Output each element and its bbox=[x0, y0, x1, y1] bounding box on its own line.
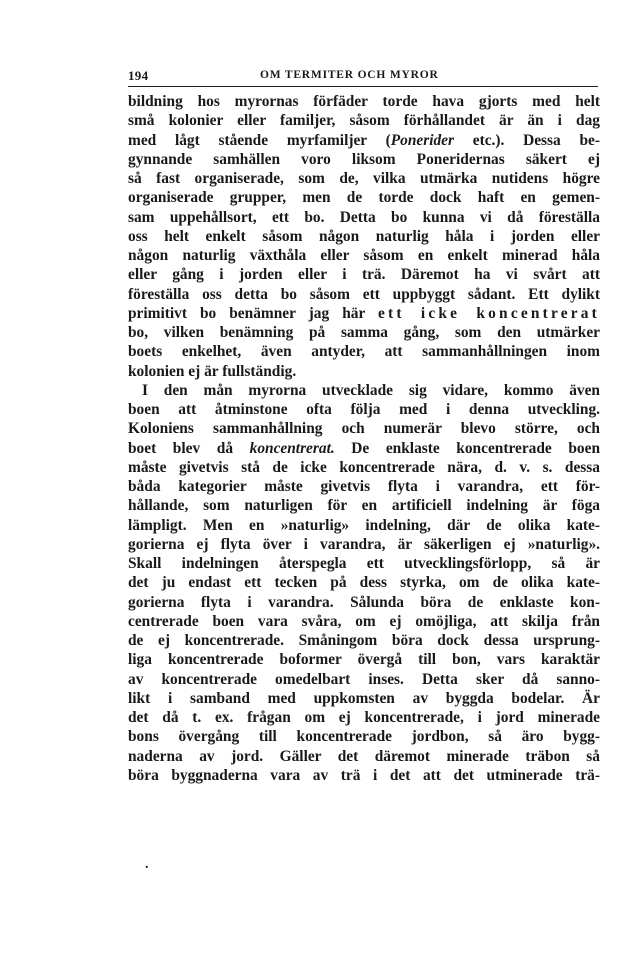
text-line: måste givetvis stå de icke koncentrerade nära, d. v. s. dessa bbox=[128, 458, 600, 476]
text-line: centrerade boen vara svåra, om ej omöjliga, att skilja från bbox=[128, 612, 600, 630]
text-line: det ju endast ett tecken på dess styrka, om de olika kate- bbox=[128, 574, 600, 592]
text-line: sam uppehållsort, ett bo. Detta bo kunna vi då föreställa bbox=[128, 208, 600, 226]
text-run: De enklaste koncentrerade boen bbox=[334, 439, 601, 457]
header-rule bbox=[128, 86, 598, 87]
text-run: primitivt bo benämner jag här bbox=[128, 304, 379, 322]
text-line: boen att åtminstone ofta följa med i denna utveckling. bbox=[128, 401, 600, 418]
body-text bbox=[128, 92, 600, 785]
text-line: båda kategorier måste givetvis flyta i varandra, ett för- bbox=[128, 478, 600, 495]
text-line: gynnande samhällen voro liksom Poneridernas säkert ej bbox=[128, 150, 600, 168]
text-line: hållande, som naturligen för en artificiell indelning är föga bbox=[128, 497, 600, 515]
text-run: med lågt stående myrfamiljer ( bbox=[128, 131, 391, 149]
text-line: någon naturlig växthåla eller såsom en enkelt minerad håla bbox=[128, 247, 600, 264]
text-line: lämpligt. Men en »naturlig» indelning, där de olika kate- bbox=[128, 516, 600, 534]
italic-term: koncentrerat. bbox=[249, 439, 335, 457]
italic-term: Ponerider bbox=[390, 131, 455, 149]
text-line bbox=[128, 304, 600, 323]
text-line: föreställa oss detta bo såsom ett uppbyggt sådant. Ett dylikt bbox=[128, 285, 600, 303]
text-line: eller gång i jorden eller i trä. Däremot ha vi svårt att bbox=[128, 266, 600, 284]
text-line: organiserade grupper, men de torde dock haft en gemen- bbox=[128, 189, 600, 207]
text-line: små kolonier eller familjer, såsom förhållandet är än i dag bbox=[128, 112, 600, 130]
text-line: böra byggnaderna vara av trä i det att det utminerade trä- bbox=[128, 766, 600, 784]
text-line: bildning hos myrornas förfäder torde hava gjorts med helt bbox=[128, 93, 600, 110]
text-line: bons övergång till koncentrerade jordbon, så äro bygg- bbox=[128, 728, 600, 746]
text-line: boets enkelhet, även antyder, att sammanhållningen inom bbox=[128, 343, 600, 361]
text-line: gorierna ej flyta över i varandra, är säkerligen ej »naturlig». bbox=[128, 535, 600, 553]
page-header bbox=[128, 68, 600, 88]
text-line: I den mån myrorna utvecklade sig vidare, kommo även bbox=[142, 381, 600, 399]
text-line: likt i samband med uppkomsten av byggda bodelar. Är bbox=[128, 689, 600, 707]
text-line: så fast organiserade, som de, vilka utmärka nutidens högre bbox=[128, 170, 600, 187]
text-line: de ej koncentrerade. Småningom böra dock dessa ursprung- bbox=[128, 632, 600, 649]
running-head: OM TERMITER OCH MYROR bbox=[260, 69, 439, 81]
text-line: Skall indelningen återspegla ett utvecklingsförlopp, så är bbox=[128, 555, 600, 572]
printer-mark: . bbox=[145, 857, 149, 872]
text-line: oss helt enkelt såsom någon naturlig håla i jorden eller bbox=[128, 227, 600, 245]
text-line: naderna av jord. Gäller det däremot minerade träbon så bbox=[128, 747, 600, 765]
text-line: Koloniens sammanhållning och numerär blevo större, och bbox=[128, 420, 600, 438]
text-run: etc.). Dessa be- bbox=[454, 131, 600, 149]
text-line bbox=[128, 131, 600, 150]
text-run: boet blev då bbox=[128, 439, 250, 457]
page-number: 194 bbox=[128, 68, 149, 83]
text-line: kolonien ej är fullständig. bbox=[128, 362, 297, 380]
text-line: det då t. ex. frågan om ej koncentrerade, i jord minerade bbox=[128, 709, 600, 726]
spaced-term: ett icke koncentrerat bbox=[378, 304, 601, 322]
text-line: bo, vilken benämning på samma gång, som den utmärker bbox=[128, 324, 600, 341]
text-line: gorierna flyta i varandra. Sålunda böra de enklaste kon- bbox=[128, 593, 600, 611]
text-line bbox=[128, 439, 600, 458]
text-line: av koncentrerade omedelbart inses. Detta sker då sanno- bbox=[128, 670, 600, 688]
text-line: liga koncentrerade boformer övergå till bon, vars karaktär bbox=[128, 651, 600, 669]
